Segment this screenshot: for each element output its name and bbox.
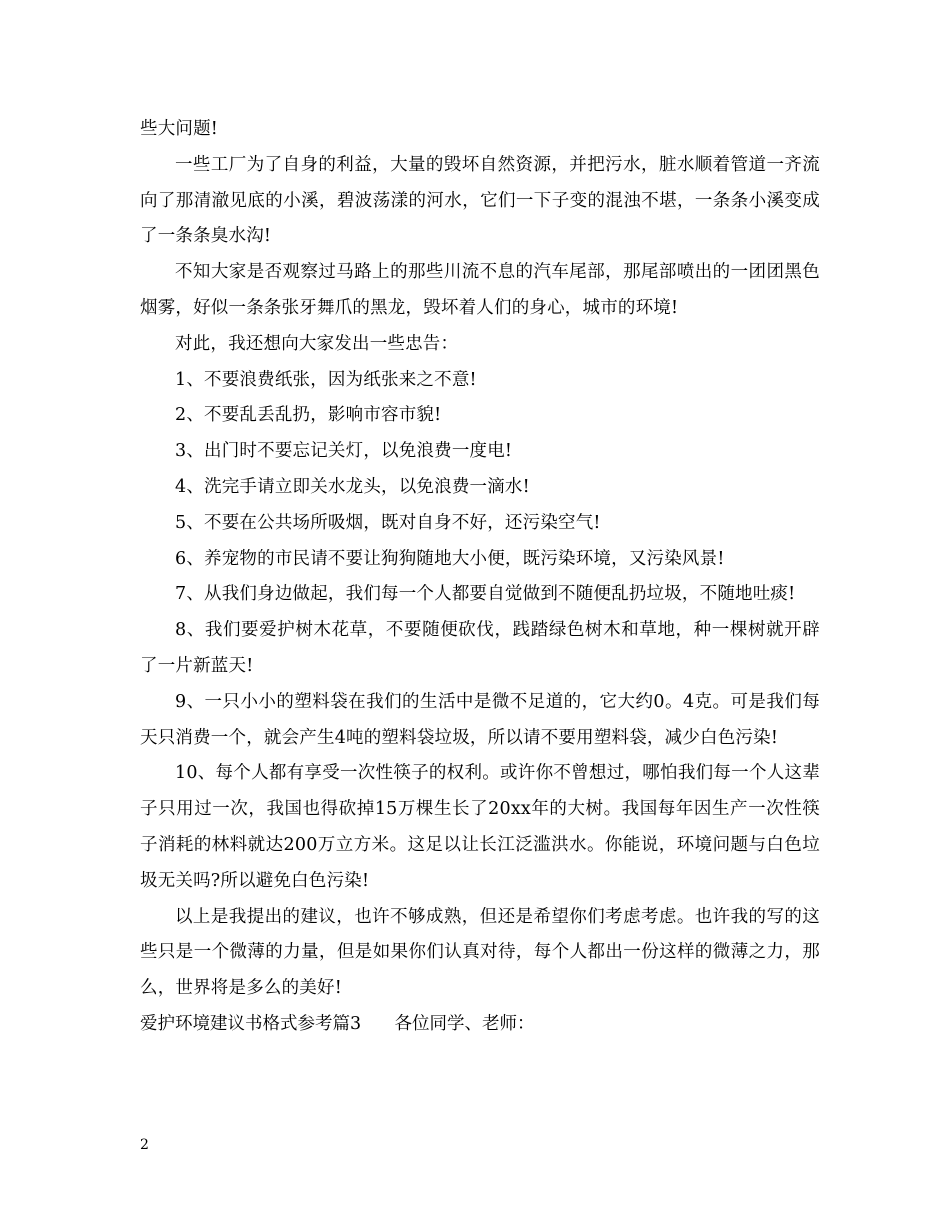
paragraph-factory-pollution: 一些工厂为了自身的利益，大量的毁坏自然资源，并把污水，脏水顺着管道一齐流向了那清澈见底的小溪，碧波荡漾的河水，它们一下子变的混浊不堪，一条条小溪变成了一条条臭水沟! (140, 154, 820, 247)
paragraph-continuation: 些大问题! (140, 119, 219, 139)
salutation: 各位同学、老师： (394, 1013, 535, 1034)
advice-item-2: 2、不要乱丢乱扔，影响市容市貌! (175, 405, 442, 426)
advice-item-10: 10、每个人都有享受一次性筷子的权利。或许你不曾想过，哪怕我们每一个人这辈子只用过一次，我国也得砍掉15万棵生长了20xx年的大树。我国每年因生产一次性筷子消耗的林料就达200万立方米。这足以让长江泛滥洪水。你能说，环境问题与白色垃圾无关吗?所以避免白色污染! (140, 763, 820, 891)
paragraph-car-exhaust: 不知大家是否观察过马路上的那些川流不息的汽车尾部，那尾部喷出的一团团黑色烟雾，好似一条条张牙舞爪的黑龙，毁坏着人们的身心，城市的环境! (140, 262, 820, 318)
advice-item-5: 5、不要在公共场所吸烟，既对自身不好，还污染空气! (175, 512, 601, 533)
page-number: 2 (140, 1137, 149, 1153)
advice-item-7: 7、从我们身边做起，我们每一个人都要自觉做到不随便乱扔垃圾，不随地吐痰! (175, 584, 796, 605)
document-body (140, 112, 820, 1043)
advice-item-4: 4、洗完手请立即关水龙头，以免浪费一滴水! (175, 476, 530, 497)
advice-item-9: 9、一只小小的塑料袋在我们的生活中是微不足道的，它大约0。4克。可是我们每天只消费一个，就会产生4吨的塑料袋垃圾，所以请不要用塑料袋，减少白色污染! (140, 691, 820, 748)
section-heading: 爱护环境建议书格式参考篇3 (140, 1013, 362, 1034)
paragraph-advice-intro: 对此，我还想向大家发出一些忠告： (175, 333, 459, 354)
paragraph-conclusion: 以上是我提出的建议，也许不够成熟，但还是希望你们考虑考虑。也许我的写的这些只是一个微薄的力量，但是如果你们认真对待，每个人都出一份这样的微薄之力，那么，世界将是多么的美好! (140, 906, 820, 999)
advice-item-1: 1、不要浪费纸张，因为纸张来之不意! (175, 369, 477, 390)
advice-item-8: 8、我们要爱护树木花草，不要随便砍伐，践踏绿色树木和草地，种一棵树就开辟了一片新蓝天! (140, 620, 820, 676)
advice-item-6: 6、养宠物的市民请不要让狗狗随地大小便，既污染环境，又污染风景! (175, 548, 725, 569)
advice-item-3: 3、出门时不要忘记关灯，以免浪费一度电! (175, 441, 513, 462)
section-heading-line (140, 1007, 820, 1043)
